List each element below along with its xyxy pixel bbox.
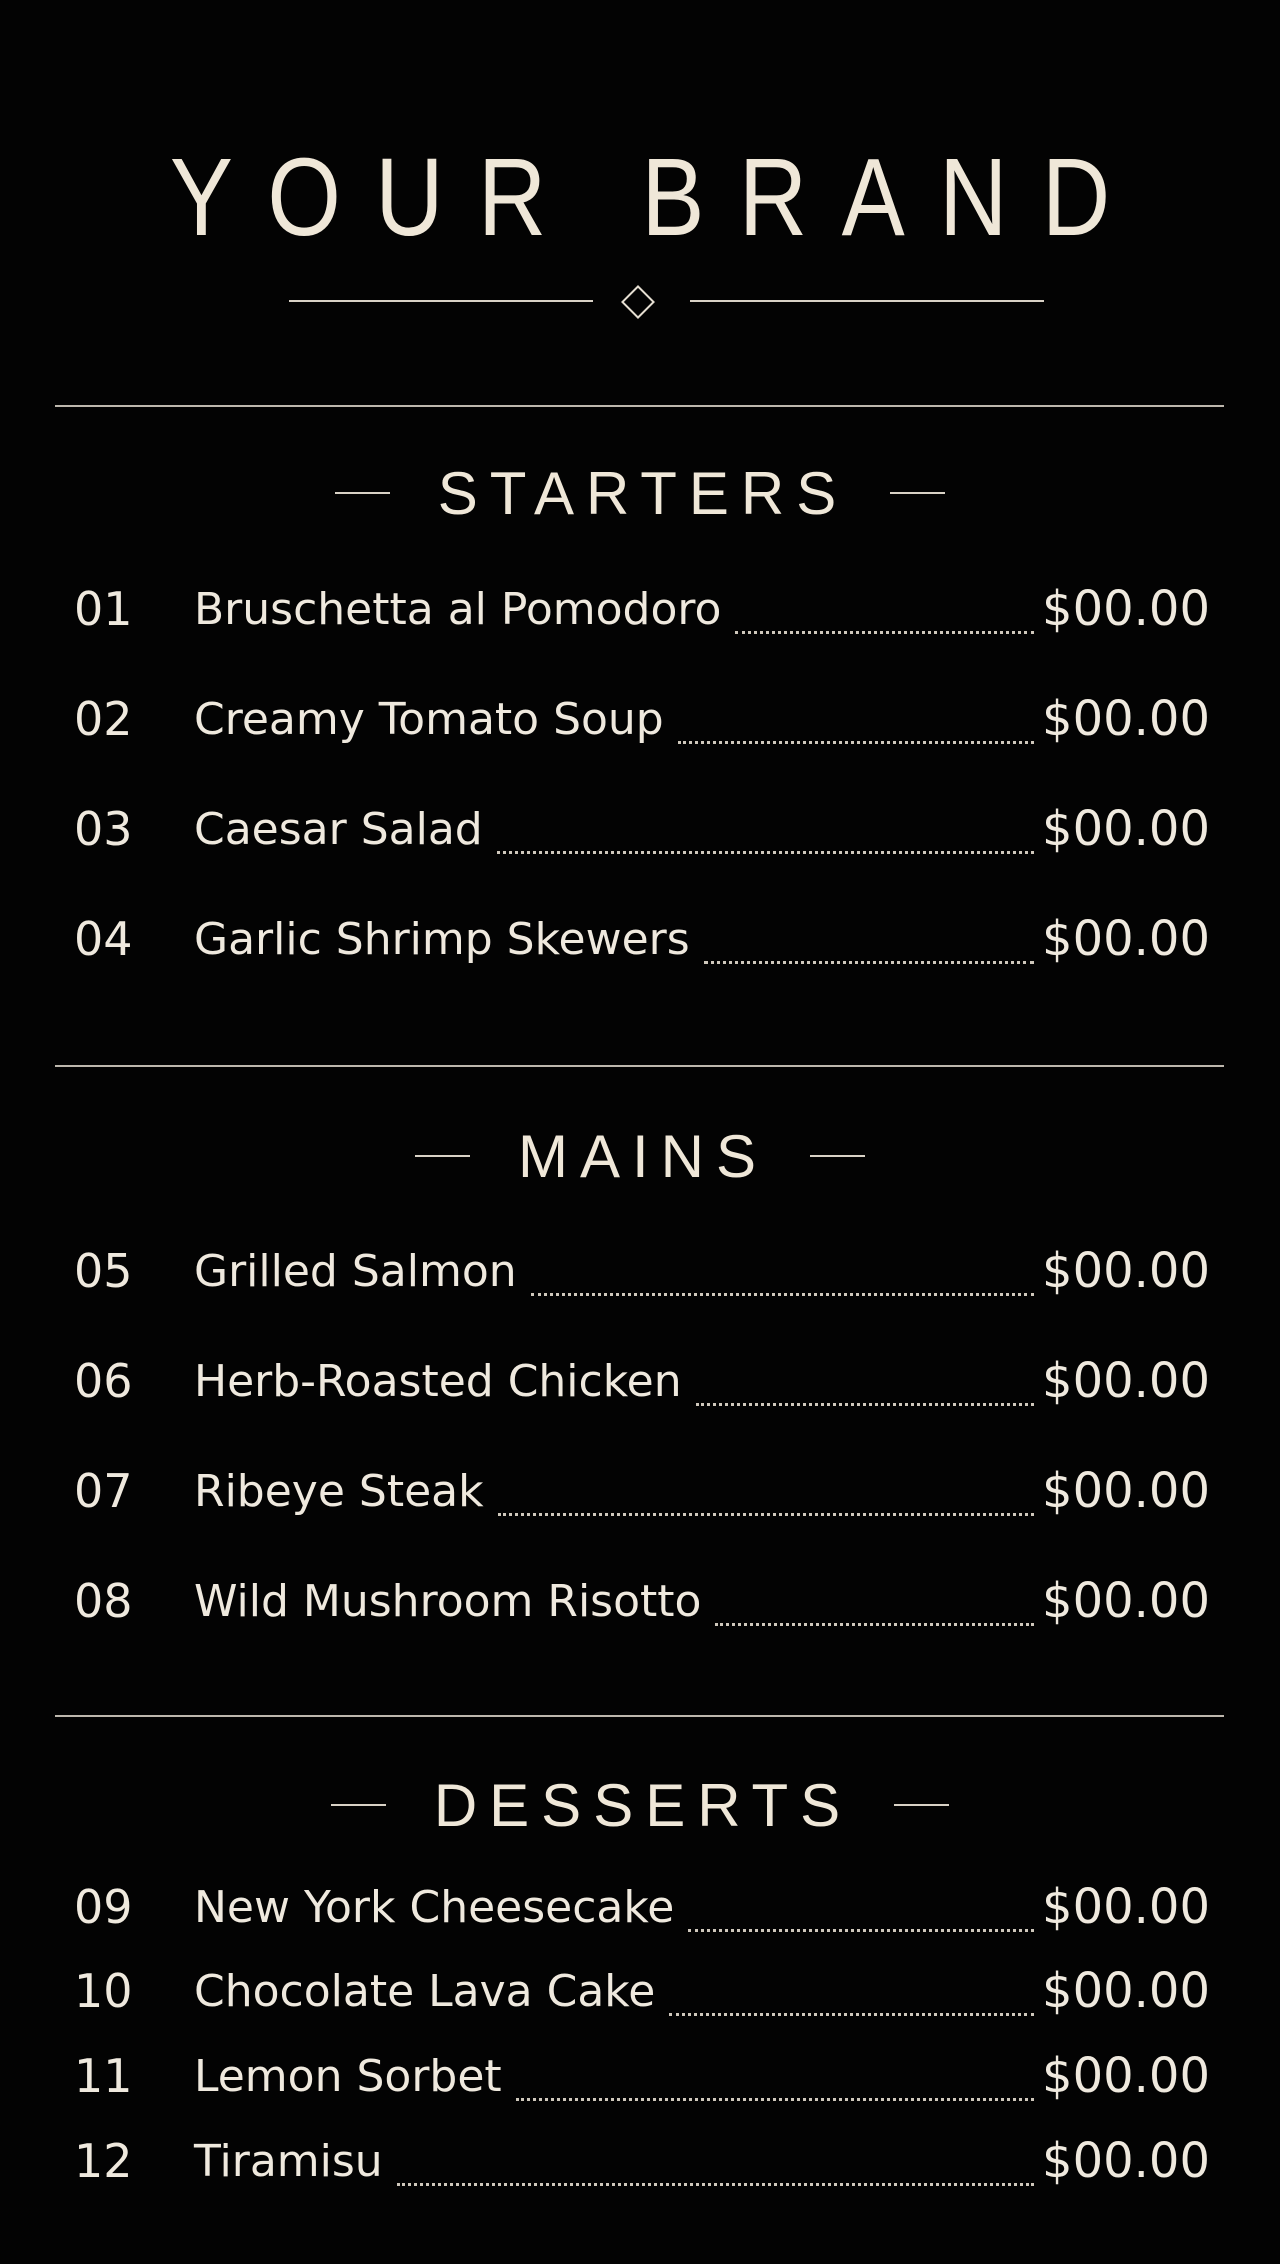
dotted-leader (678, 741, 1034, 744)
section-header-mains (0, 1116, 1280, 1196)
header-dash-left (331, 1804, 386, 1806)
header-dash-left (335, 492, 390, 494)
dotted-leader (669, 2013, 1034, 2016)
section-header-starters (0, 453, 1280, 533)
diamond-ornament-icon (621, 285, 655, 319)
item-number: 01 (74, 582, 133, 636)
section-divider-starters (55, 405, 1224, 407)
brand-rule-left (289, 300, 593, 302)
item-name: Garlic Shrimp Skewers (194, 913, 690, 965)
header-dash-left (415, 1155, 470, 1157)
dotted-leader (497, 851, 1034, 854)
menu-item (0, 1456, 1280, 1526)
section-divider-mains (55, 1065, 1224, 1067)
item-name: Tiramisu (194, 2135, 383, 2187)
section-title-desserts: DESSERTS (433, 1771, 853, 1839)
menu-item (0, 2041, 1280, 2111)
item-price: $00.00 (1042, 1463, 1210, 1519)
item-price: $00.00 (1042, 1573, 1210, 1629)
dotted-leader (715, 1623, 1034, 1626)
item-number: 11 (74, 2049, 133, 2103)
item-name: New York Cheesecake (194, 1881, 675, 1933)
section-header-desserts (0, 1765, 1280, 1845)
item-number: 02 (74, 692, 133, 746)
item-name: Bruschetta al Pomodoro (194, 583, 722, 635)
item-number: 06 (74, 1354, 133, 1408)
item-number: 03 (74, 802, 133, 856)
section-divider-desserts (55, 1715, 1224, 1717)
item-name: Wild Mushroom Risotto (194, 1575, 702, 1627)
dotted-leader (696, 1403, 1034, 1406)
item-price: $00.00 (1042, 911, 1210, 967)
section-title-starters: STARTERS (437, 459, 849, 527)
section-title-mains: MAINS (517, 1122, 769, 1190)
item-price: $00.00 (1042, 581, 1210, 637)
item-number: 04 (74, 912, 133, 966)
brand-rule-right (690, 300, 1044, 302)
item-price: $00.00 (1042, 1879, 1210, 1935)
menu-item (0, 1346, 1280, 1416)
item-number: 05 (74, 1244, 133, 1298)
item-number: 08 (74, 1574, 133, 1628)
item-name: Ribeye Steak (194, 1465, 484, 1517)
menu-item (0, 574, 1280, 644)
item-name: Creamy Tomato Soup (194, 693, 664, 745)
menu-item (0, 794, 1280, 864)
menu-item (0, 904, 1280, 974)
header-dash-right (810, 1155, 865, 1157)
header-dash-right (894, 1804, 949, 1806)
item-price: $00.00 (1042, 801, 1210, 857)
dotted-leader (735, 631, 1034, 634)
dotted-leader (498, 1513, 1034, 1516)
item-name: Grilled Salmon (194, 1245, 517, 1297)
dotted-leader (516, 2098, 1034, 2101)
header-dash-right (890, 492, 945, 494)
menu-item (0, 1236, 1280, 1306)
dotted-leader (397, 2183, 1034, 2186)
dotted-leader (688, 1929, 1034, 1932)
item-number: 10 (74, 1964, 133, 2018)
menu-item (0, 1872, 1280, 1942)
brand-title: YOUR BRAND (169, 136, 1145, 259)
item-name: Caesar Salad (194, 803, 483, 855)
item-price: $00.00 (1042, 1963, 1210, 2019)
item-price: $00.00 (1042, 691, 1210, 747)
menu-item (0, 684, 1280, 754)
item-name: Chocolate Lava Cake (194, 1965, 656, 2017)
menu-item (0, 1566, 1280, 1636)
item-price: $00.00 (1042, 2133, 1210, 2189)
item-price: $00.00 (1042, 1353, 1210, 1409)
item-price: $00.00 (1042, 1243, 1210, 1299)
item-number: 07 (74, 1464, 133, 1518)
dotted-leader (531, 1293, 1034, 1296)
item-name: Herb-Roasted Chicken (194, 1355, 682, 1407)
item-price: $00.00 (1042, 2048, 1210, 2104)
item-name: Lemon Sorbet (194, 2050, 502, 2102)
item-number: 09 (74, 1880, 133, 1934)
menu-item (0, 2126, 1280, 2196)
dotted-leader (704, 961, 1034, 964)
item-number: 12 (74, 2134, 133, 2188)
menu-item (0, 1956, 1280, 2026)
